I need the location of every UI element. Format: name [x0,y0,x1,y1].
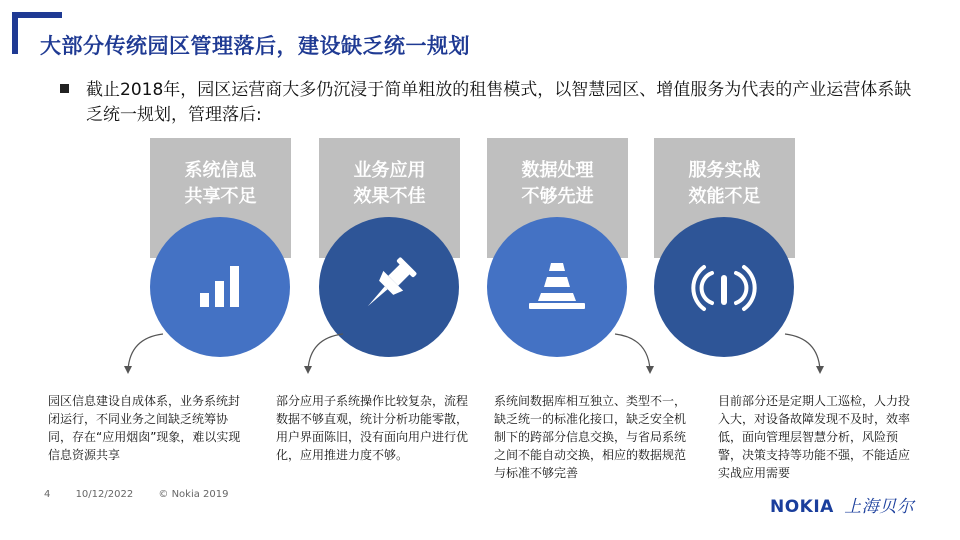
page-number: 4 [44,489,51,500]
card-heading [654,158,795,210]
card-heading [487,158,628,210]
card-heading-line1: 数据处理 [521,160,594,181]
curved-arrow-icon [298,330,348,380]
logo-text: NOKIA [770,497,834,517]
bar-chart-icon [150,217,290,357]
card-heading-line2: 不够先进 [521,186,594,207]
page-title: 大部分传统园区管理落后，建设缺乏统一规划 [40,34,470,58]
bullet-square-icon [60,84,69,93]
logo-cn-text: 上海贝尔 [844,497,915,517]
footer-copyright: © Nokia 2019 [158,489,229,500]
intro-text: 截止2018年，园区运营商大多仍沉浸于简单粗放的租售模式，以智慧园区、增值服务为代表的产业运营体系缺乏统一规划，管理落后: [86,80,912,125]
card-heading-line2: 效能不足 [688,186,761,207]
card-heading-line1: 服务实战 [688,160,761,181]
card-heading-line1: 业务应用 [353,160,426,181]
card-heading-line2: 共享不足 [184,186,257,207]
card-description: 目前部分还是定期人工巡检，人力投入大，对设备故障发现不及时，效率低，面向管理层智慧分析，风险预警，决策支持等功能不强，不能适应实战应用需要 [718,394,911,480]
curved-arrow-icon [610,330,660,380]
card-description: 部分应用子系统操作比较复杂，流程数据不够直观，统计分析功能零散，用户界面陈旧，没有面向用户进行优化，应用推进力度不够。 [276,394,469,462]
card-data-processing [487,138,628,334]
traffic-cone-icon [487,217,627,357]
card-description: 园区信息建设自成体系，业务系统封闭运行，不同业务之间缺乏统筹协同，存在“应用烟囱”现象，难以实现信息资源共享 [48,394,241,462]
curved-arrow-icon [118,330,168,380]
card-circle [654,217,794,357]
card-description: 系统间数据库相互独立、类型不一，缺乏统一的标准化接口，缺乏安全机制下的跨部分信息交换，与省局系统之间不能自动交换，相应的数据规范与标准不够完善 [494,394,687,480]
signal-icon [654,217,794,357]
card-system-info [150,138,291,334]
footer [44,489,251,500]
card-heading [319,158,460,210]
card-circle [487,217,627,357]
card-service-practice [654,138,795,334]
card-heading-line1: 系统信息 [184,160,257,181]
curved-arrow-icon [780,330,830,380]
card-heading-line2: 效果不佳 [353,186,426,207]
nokia-logo [770,492,914,517]
card-business-app [319,138,460,334]
card-circle [150,217,290,357]
card-heading [150,158,291,210]
footer-date: 10/12/2022 [75,489,134,500]
intro-bullet [60,78,920,128]
